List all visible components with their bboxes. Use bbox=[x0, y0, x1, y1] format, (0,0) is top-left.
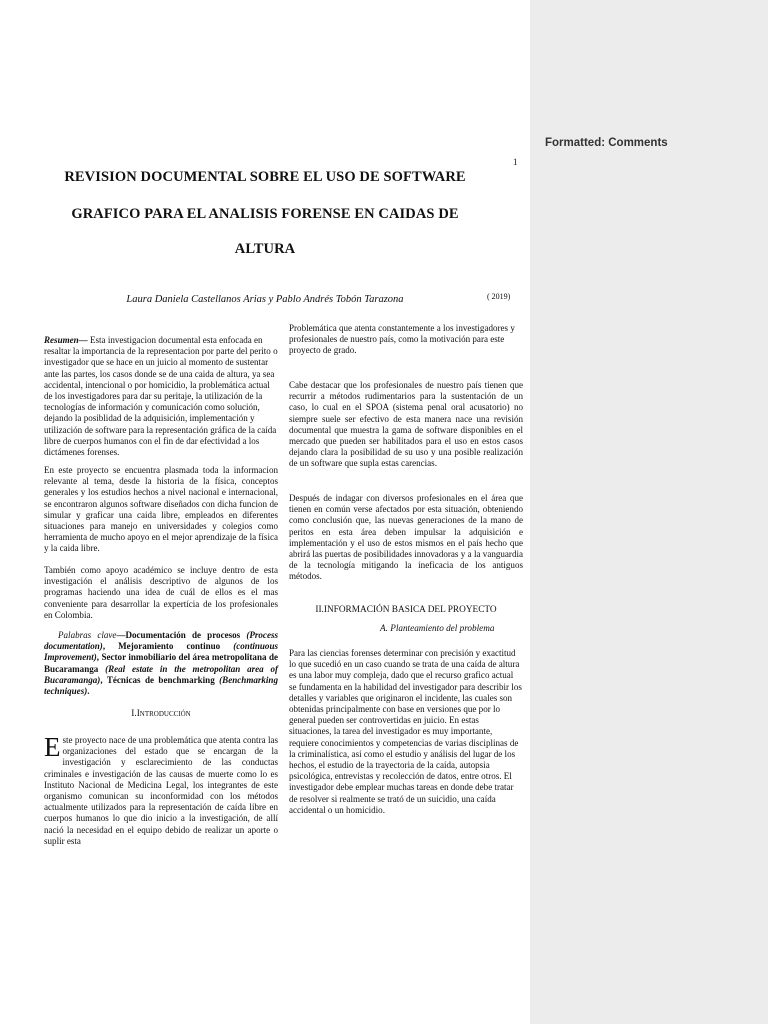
section-2-heading: II.INFORMACIÓN BASICA DEL PROYECTO bbox=[315, 605, 497, 615]
title-line-2: GRAFICO PARA EL ANALISIS FORENSE EN CAIDAS DE bbox=[71, 206, 459, 222]
subsection-heading: A. Planteamiento del problema bbox=[380, 623, 495, 633]
dropcap: E bbox=[44, 732, 61, 762]
keyword-part: . bbox=[87, 686, 90, 697]
left-paragraph-1: En este proyecto se encuentra plasmada toda la informacion relevante al tema, desde la historia de la física, conceptos generales y los estudios hechos a nivel nacional e internacional, se encontraron algunos software diseñados con dicha funcion de simular y graficar una caida libre, empleados en diferentes situaciones para manejo en universidades y colegios como herramienta de mucho apoyo en el mejor aprendizaje de la física y la caida libre. bbox=[44, 465, 278, 554]
keywords-label: Palabras clave bbox=[58, 630, 117, 640]
keywords bbox=[44, 630, 278, 697]
right-paragraph-2: Cabe destacar que los profesionales de nuestro país tienen que recurrir a métodos rudimentarios para la sustentación de un caso, lo cual en el SPOA (sistema penal oral acusatorio) no siempre suele ser efectivo de esta manera nace una revisión documental que muestra la gama de software disponibles en el mercado que pueden ser habilitados para el uso en estos casos dejando clara la posibilidad de su uso y una posible realización de un software que supla estas carencias. bbox=[289, 380, 523, 469]
abstract bbox=[44, 335, 278, 458]
section-1-number: I. bbox=[131, 709, 137, 719]
title-line-3: ALTURA bbox=[234, 241, 296, 257]
section-1-heading bbox=[44, 709, 278, 719]
section-2-text: Para las ciencias forenses determinar con precisión y exactitud lo que sucedió en un caso cuando se trata de una caída de altura es una labor muy compleja, dado que el recurso grafico actual se fundamenta en la habilidad del investigador para describir los detalles y variables que originaron el incidente, las cuales son obtenidas principalmente con base en versiones que por lo general pueden ser controvertidas en juicio. En estas situaciones, la tarea del investigador es muy importante, requiere conocimientos y competencias de varias disciplinas de la criminalística, así como el estudio y análisis del lugar de los hechos, el estudio de la trayectoria de la caída, autopsia psicológica, entrevistas y recolección de datos, entre otros. El investigador debe emplear muchas tareas en donde debe tratar de resolver si realmente se trató de un suicidio, una caída accidental o un homicidio. bbox=[289, 648, 522, 815]
year: ( 2019) bbox=[487, 292, 511, 301]
keyword-part: Documentación de procesos bbox=[125, 630, 247, 640]
abstract-label: Resumen— bbox=[44, 335, 88, 345]
keywords-dash: — bbox=[116, 630, 126, 640]
keyword-part: (Benchmarking techniques) bbox=[44, 674, 278, 697]
keyword-part: , Sector inmobiliario del área metropolitana de Bucaramanga bbox=[44, 652, 278, 674]
section-1-body bbox=[44, 732, 278, 847]
page-number: 1 bbox=[513, 157, 518, 167]
comments-pane-label: Formatted: Comments bbox=[545, 137, 668, 149]
keyword-part: (Process documentation) bbox=[44, 630, 278, 652]
authors: Laura Daniela Castellanos Arias y Pablo Andrés Tobón Tarazona bbox=[126, 294, 404, 305]
section-1-text: ste proyecto nace de una problemática que atenta contra las organizaciones del estado que se encargan de la investigación y esclarecimiento de las conductas criminales e investigación de las causas de muerte como lo es Instituto Nacional de Medicina Legal, los integrantes de este organismo comunican su inconformidad con los métodos actualmente utilizados para la representación de caída libre en cuerpos humanos lo que dio inicio a la investigación, de allí nació la necesidad en el equipo debido de realizar un aporte o suplir esta bbox=[44, 735, 278, 846]
section-1-title: Introducción bbox=[136, 709, 191, 719]
keyword-part: (continuous Improvement) bbox=[44, 641, 278, 663]
right-paragraph-3: Después de indagar con diversos profesionales en el área que tienen en común verse afectados por esta situación, obteniendo como conclusión que, las nuevas generaciones de la mano de peritos en esta área deben impulsar la adquisición e implementación y el uso de estos mismos en el país hecho que abrirá las puertas de posibilidades innovadoras y a la vanguardia de la tecnología mitigando la ineficacia de los antiguos métodos. bbox=[289, 493, 523, 582]
keyword-part: (Real estate in the metropolitan area of Bucaramanga) bbox=[44, 663, 279, 685]
comments-pane bbox=[530, 0, 768, 1024]
keyword-part: , Mejoramiento continuo bbox=[102, 641, 234, 652]
abstract-text: Esta investigacion documental esta enfocada en resaltar la importancia de la representacion por parte del perito o investigador que se hace en un juicio al momento de sustentar ante las partes, los casos donde se de una caida de altura, ya sea accidental, intencional o por homicidio, la problemática actual de los investigadores para dar su peritaje, la utilización de la tecnologías de información y comunicación como solución, dejando la posiblidad de la adquisición, implementación y utilización de software para la representación gráfica de la caída libre de cuerpos humanos con el fin de dar efectividad a los dictámenes forenses. bbox=[44, 335, 278, 458]
keyword-part: , Técnicas de benchmarking bbox=[100, 674, 220, 685]
right-paragraph-1: Problemática que atenta constantemente a los investigadores y profesionales de nuestro país, como la motivación para este proyecto de grado. bbox=[289, 323, 515, 356]
left-paragraph-2: También como apoyo académico se incluye dentro de esta investigación el análisis descriptivo de algunos de los programas haciendo una idea de cuál de ellos es el mas conveniente para desarrollar la expertícia de los profesionales en Colombia. bbox=[44, 565, 278, 620]
title-line-1: REVISION DOCUMENTAL SOBRE EL USO DE SOFTWARE bbox=[64, 169, 466, 185]
